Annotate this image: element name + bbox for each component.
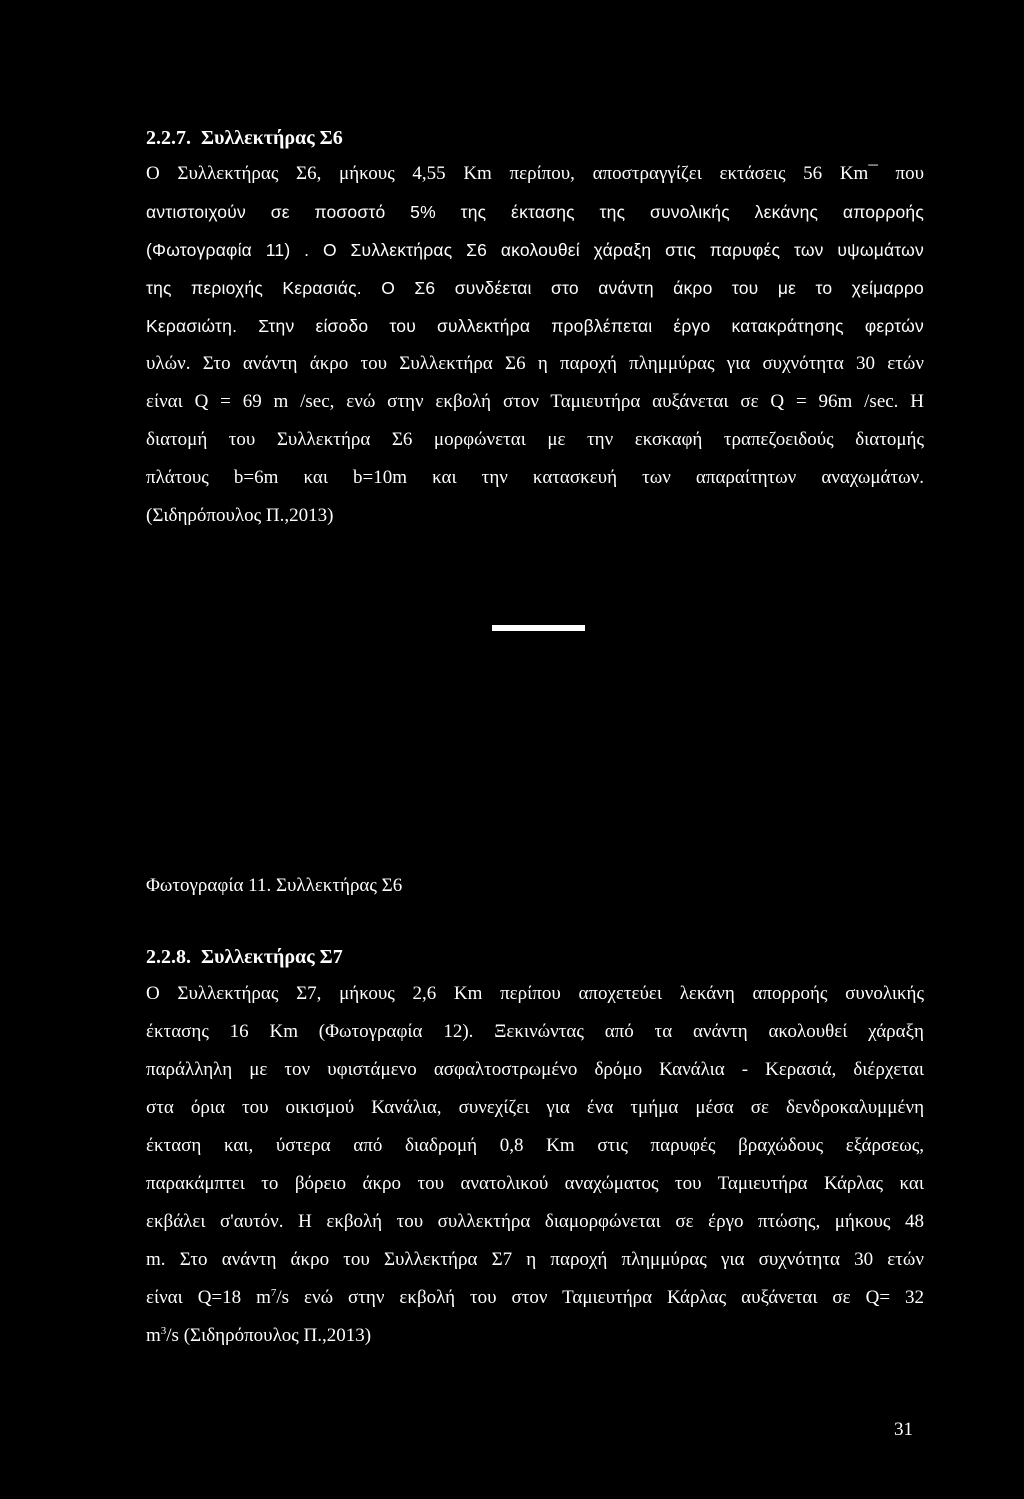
paragraph-line: παρακάμπτει το βόρειο άκρο του ανατολικού αναχώματος του Ταμιευτήρα Κάρλας και [146, 1173, 924, 1194]
section-title: Συλλεκτήρας Σ6 [201, 127, 343, 149]
figure-caption: Φωτογραφία 11. Συλλεκτήρας Σ6 [146, 875, 403, 896]
paragraph-line: (Σιδηρόπουλος Π.,2013) [146, 505, 334, 526]
paragraph-line: αντιστοιχούν σε ποσοστό 5% της έκτασης της συνολικής λεκάνης απορροής [146, 202, 924, 222]
text-run: είναι Q=18 m [146, 1287, 271, 1308]
paragraph-line [146, 1279, 924, 1317]
paragraph-line: διατομή του Συλλεκτήρα Σ6 μορφώνεται με την εκσκαφή τραπεζοειδούς διατομής [146, 429, 924, 450]
section-title: Συλλεκτήρας Σ7 [201, 946, 343, 968]
paragraph-s6 [146, 155, 924, 535]
paragraph-line: έκταση και, ύστερα από διαδρομή 0,8 Km στις παρυφές βραχώδους εξάρσεως, [146, 1135, 924, 1156]
superscript: 3 [160, 1325, 167, 1337]
section-heading-s7 [146, 945, 343, 969]
paragraph-s7 [146, 975, 924, 1355]
paragraph-line: Ο Συλλεκτήρας Σ7, μήκους 2,6 Km περίπου αποχετεύει λεκάνη απορροής συνολικής [146, 983, 924, 1004]
paragraph-line: στα όρια του οικισμού Κανάλια, συνεχίζει για ένα τμήμα μέσα σε δενδροκαλυμμένη [146, 1097, 924, 1118]
paragraph-line: Κερασιώτη. Στην είσοδο του συλλεκτήρα προβλέπεται έργο κατακράτησης φερτών [146, 316, 924, 336]
paragraph-line: m. Στο ανάντη άκρο του Συλλεκτήρα Σ7 η παροχή πλημμύρας για συχνότητα 30 ετών [146, 1249, 924, 1270]
text-run: /s ενώ στην εκβολή του στον Ταμιευτήρα Κάρλας αυξάνεται σε Q= 32 [276, 1287, 924, 1308]
section-number: 2.2.8. [146, 946, 191, 968]
paragraph-line: έκτασης 16 Km (Φωτογραφία 12). Ξεκινώντας από τα ανάντη ακολουθεί χάραξη [146, 1021, 924, 1042]
page-number: 31 [894, 1419, 913, 1440]
section-number: 2.2.7. [146, 127, 191, 149]
text-run: /s (Σιδηρόπουλος Π.,2013) [166, 1325, 372, 1346]
paragraph-line: παράλληλη με τον υφιστάμενο ασφαλτοστρωμένο δρόμο Κανάλια - Κερασιά, διέρχεται [146, 1059, 924, 1080]
section-heading-s6 [146, 126, 343, 150]
paragraph-line: πλάτους b=6m και b=10m και την κατασκευή των απαραίτητων αναχωμάτων. [146, 467, 924, 488]
paragraph-line [146, 1317, 924, 1355]
paragraph-line: της περιοχής Κερασιάς. Ο Σ6 συνδέεται στο ανάντη άκρο του με το χείμαρρο [146, 278, 924, 298]
paragraph-line: (Φωτογραφία 11) . Ο Συλλεκτήρας Σ6 ακολουθεί χάραξη στις παρυφές των υψωμάτων [146, 240, 924, 260]
paragraph-line: Ο Συλλεκτήρας Σ6, μήκους 4,55 Km περίπου, αποστραγγίζει εκτάσεις 56 Km¯ που [146, 163, 924, 184]
paragraph-line: υλών. Στο ανάντη άκρο του Συλλεκτήρα Σ6 η παροχή πλημμύρας για συχνότητα 30 ετών [146, 353, 924, 374]
text-run: m [146, 1325, 161, 1346]
photo-placeholder [492, 625, 585, 631]
paragraph-line: είναι Q = 69 m /sec, ενώ στην εκβολή στον Ταμιευτήρα αυξάνεται σε Q = 96m /sec. Η [146, 391, 924, 412]
superscript: 7 [270, 1287, 277, 1299]
paragraph-line: εκβάλει σ'αυτόν. Η εκβολή του συλλεκτήρα διαμορφώνεται σε έργο πτώσης, μήκους 48 [146, 1211, 924, 1232]
